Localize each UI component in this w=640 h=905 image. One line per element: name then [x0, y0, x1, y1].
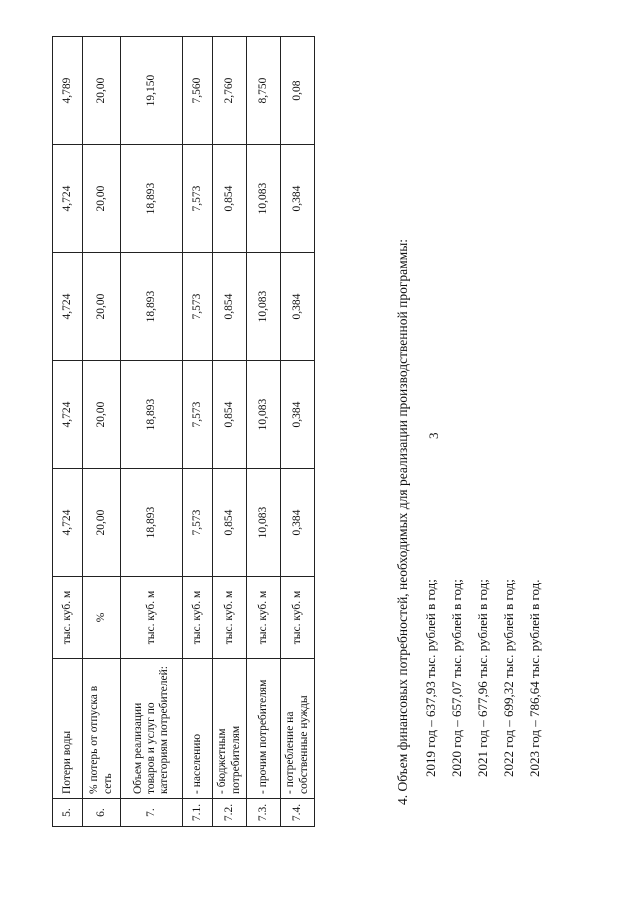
row-value: 20,00 [83, 37, 121, 145]
row-value: 4,724 [53, 145, 83, 253]
row-value: 2,760 [213, 37, 247, 145]
table-row [213, 37, 247, 827]
table-row [121, 37, 183, 827]
row-value: 10,083 [247, 253, 281, 361]
row-name: Объем реализации товаров и услуг по категориям потребителей: [121, 659, 183, 799]
row-index: 7.3. [247, 799, 281, 827]
row-index: 7.1. [183, 799, 213, 827]
row-index: 6. [83, 799, 121, 827]
row-index: 5. [53, 799, 83, 827]
row-value: 7,573 [183, 253, 213, 361]
row-index: 7.4. [281, 799, 315, 827]
row-value: 7,573 [183, 145, 213, 253]
row-value: 4,789 [53, 37, 83, 145]
row-unit: тыс. куб. м [121, 577, 183, 659]
row-unit: тыс. куб. м [53, 577, 83, 659]
row-value: 4,724 [53, 361, 83, 469]
row-unit: тыс. куб. м [247, 577, 281, 659]
row-name: - потребление на собственные нужды [281, 659, 315, 799]
row-value: 0,854 [213, 253, 247, 361]
row-unit: тыс. куб. м [213, 577, 247, 659]
row-value: 20,00 [83, 145, 121, 253]
row-value: 8,750 [247, 37, 281, 145]
row-unit: тыс. куб. м [183, 577, 213, 659]
row-value: 7,573 [183, 469, 213, 577]
row-value: 10,083 [247, 361, 281, 469]
table-row [247, 37, 281, 827]
production-table [52, 36, 315, 827]
year-line: 2019 год – 637,93 тыс. рублей в год; [423, 579, 438, 777]
row-value: 19,150 [121, 37, 183, 145]
row-value: 18,893 [121, 361, 183, 469]
row-value: 4,724 [53, 469, 83, 577]
year-line: 2023 год – 786,64 тыс. рублей в год. [527, 579, 542, 777]
row-unit: тыс. куб. м [281, 577, 315, 659]
row-value: 20,00 [83, 469, 121, 577]
row-name: - бюджетным потребителям [213, 659, 247, 799]
row-value: 0,854 [213, 469, 247, 577]
year-lines [423, 45, 543, 805]
table-row [281, 37, 315, 827]
row-name: % потерь от отпуска в сеть [83, 659, 121, 799]
row-value: 4,724 [53, 253, 83, 361]
table-row [53, 37, 83, 827]
section-heading: 4. Объем финансовых потребностей, необходимых для реализации производственной программы: [395, 238, 410, 805]
row-index: 7. [121, 799, 183, 827]
row-value: 20,00 [83, 361, 121, 469]
row-name: - прочим потребителям [247, 659, 281, 799]
row-value: 0,384 [281, 361, 315, 469]
financial-section [395, 45, 553, 805]
row-value: 18,893 [121, 469, 183, 577]
row-value: 0,854 [213, 145, 247, 253]
page-number: 3 [426, 432, 441, 439]
row-value: 18,893 [121, 145, 183, 253]
row-name: - населению [183, 659, 213, 799]
table-row [183, 37, 213, 827]
row-name: Потери воды [53, 659, 83, 799]
row-unit: % [83, 577, 121, 659]
row-value: 20,00 [83, 253, 121, 361]
year-line: 2021 год – 677,96 тыс. рублей в год; [475, 579, 490, 777]
row-value: 10,083 [247, 145, 281, 253]
row-value: 10,083 [247, 469, 281, 577]
year-line: 2020 год – 657,07 тыс. рублей в год; [449, 579, 464, 777]
year-line: 2022 год – 699,32 тыс. рублей в год; [501, 579, 516, 777]
row-value: 0,854 [213, 361, 247, 469]
table-body [53, 37, 315, 827]
row-value: 18,893 [121, 253, 183, 361]
row-value: 7,560 [183, 37, 213, 145]
row-value: 0,384 [281, 145, 315, 253]
row-value: 0,384 [281, 253, 315, 361]
row-value: 0,08 [281, 37, 315, 145]
row-value: 7,573 [183, 361, 213, 469]
table-row [83, 37, 121, 827]
row-index: 7.2. [213, 799, 247, 827]
row-value: 0,384 [281, 469, 315, 577]
